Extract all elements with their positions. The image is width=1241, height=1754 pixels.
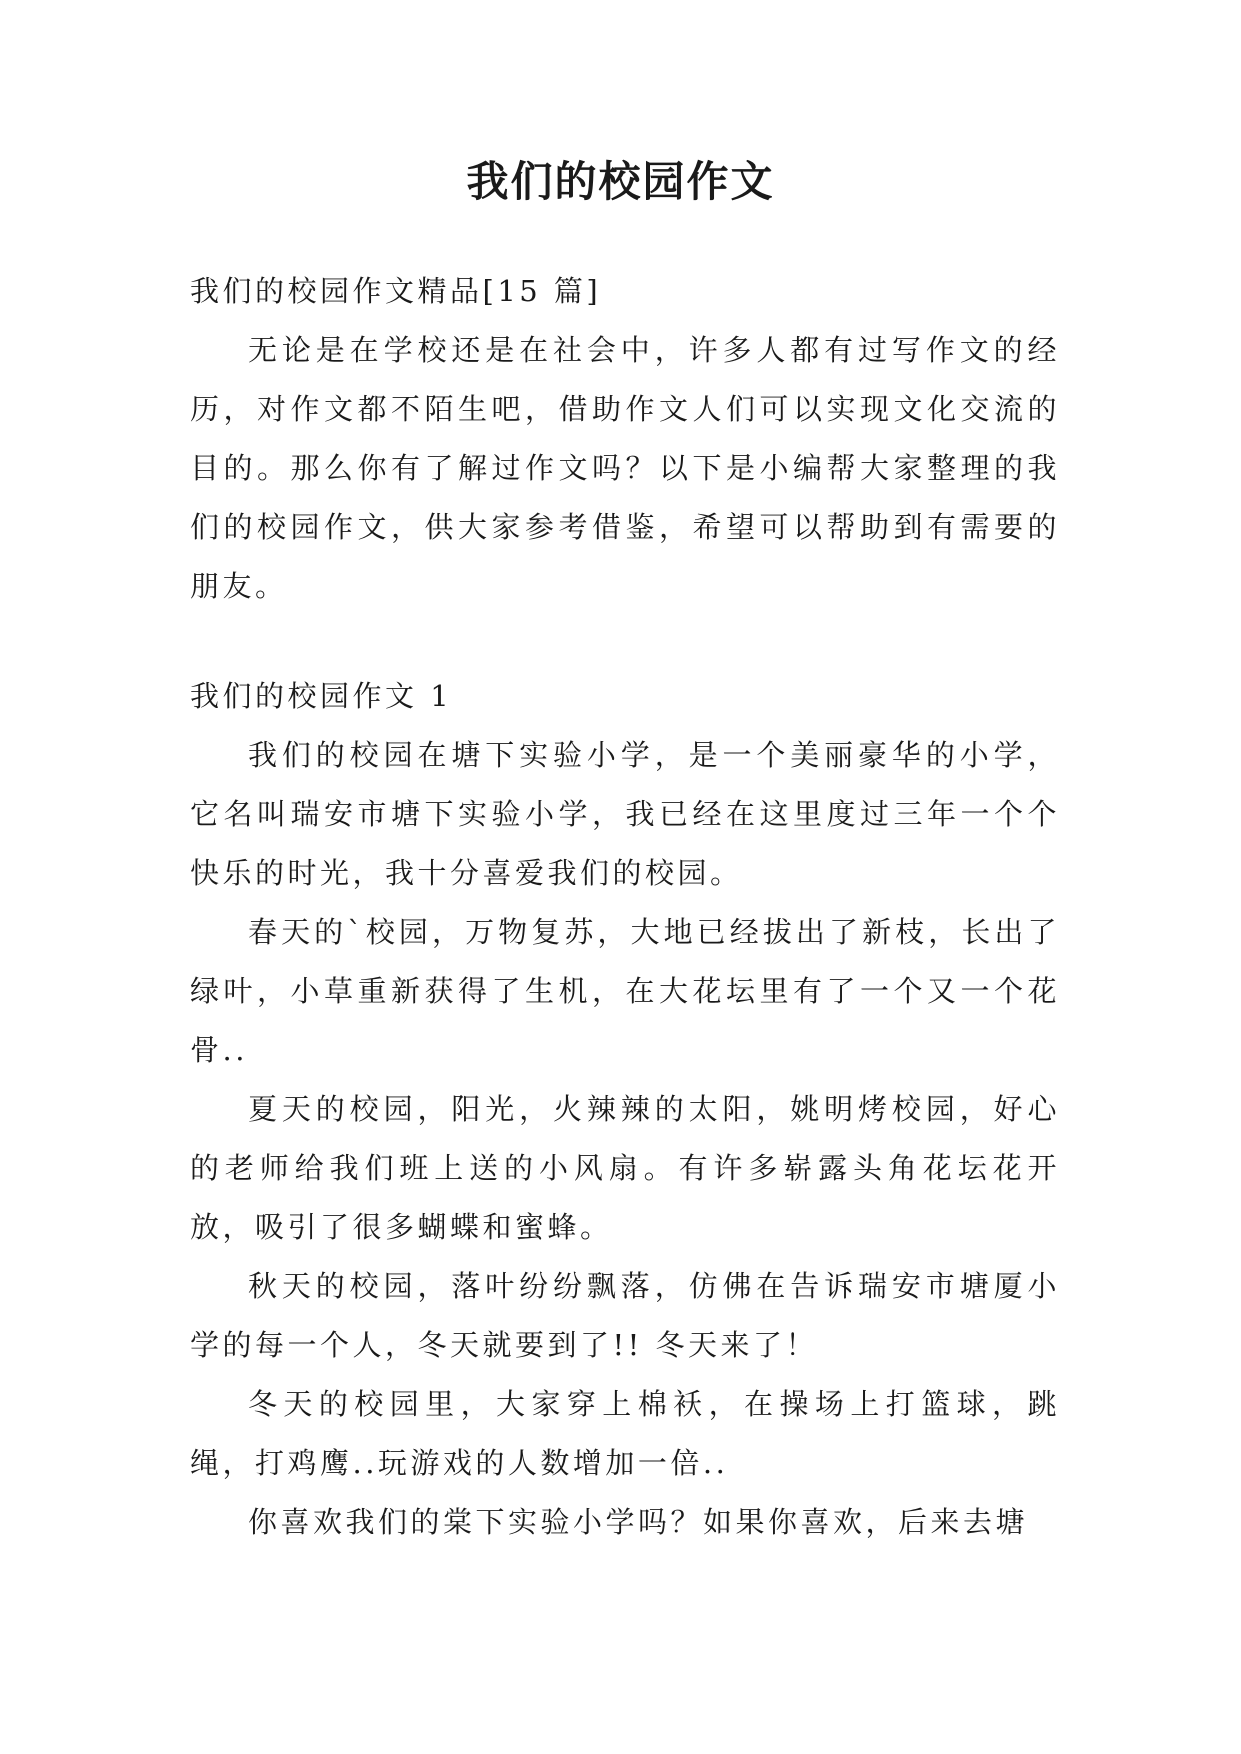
document-title: 我们的校园作文 <box>466 157 775 206</box>
section-gap <box>190 616 1060 667</box>
intro-paragraph: 无论是在学校还是在社会中，许多人都有过写作文的经历，对作文都不陌生吧，借助作文人们可以实现文化交流的目的。那么你有了解过作文吗？以下是小编帮大家整理的我们的校园作文，供大家参考借鉴，希望可以帮助到有需要的朋友。 <box>190 333 1060 603</box>
document-subtitle: 我们的校园作文精品[15 篇] <box>190 274 602 308</box>
body-paragraph: 我们的校园在塘下实验小学，是一个美丽豪华的小学，它名叫瑞安市塘下实验小学，我已经在这里度过三年一个个快乐的时光，我十分喜爱我们的校园。 <box>190 738 1060 890</box>
section-heading: 我们的校园作文 1 <box>190 679 453 713</box>
body-paragraph: 夏天的校园，阳光，火辣辣的太阳，姚明烤校园，好心的老师给我们班上送的小风扇。有许多崭露头角花坛花开放，吸引了很多蝴蝶和蜜蜂。 <box>190 1092 1060 1244</box>
body-paragraph: 秋天的校园，落叶纷纷飘落，仿佛在告诉瑞安市塘厦小学的每一个人，冬天就要到了!! 冬天来了！ <box>190 1269 1060 1362</box>
body-paragraph: 春天的`校园，万物复苏，大地已经拔出了新枝，长出了绿叶，小草重新获得了生机，在大花坛里有了一个又一个花骨.. <box>190 915 1060 1067</box>
document-body <box>190 262 1060 1552</box>
body-paragraph: 你喜欢我们的棠下实验小学吗？如果你喜欢，后来去塘 <box>248 1505 1029 1539</box>
body-paragraph: 冬天的校园里，大家穿上棉袄，在操场上打篮球，跳绳，打鸡鹰..玩游戏的人数增加一倍.. <box>190 1387 1060 1480</box>
